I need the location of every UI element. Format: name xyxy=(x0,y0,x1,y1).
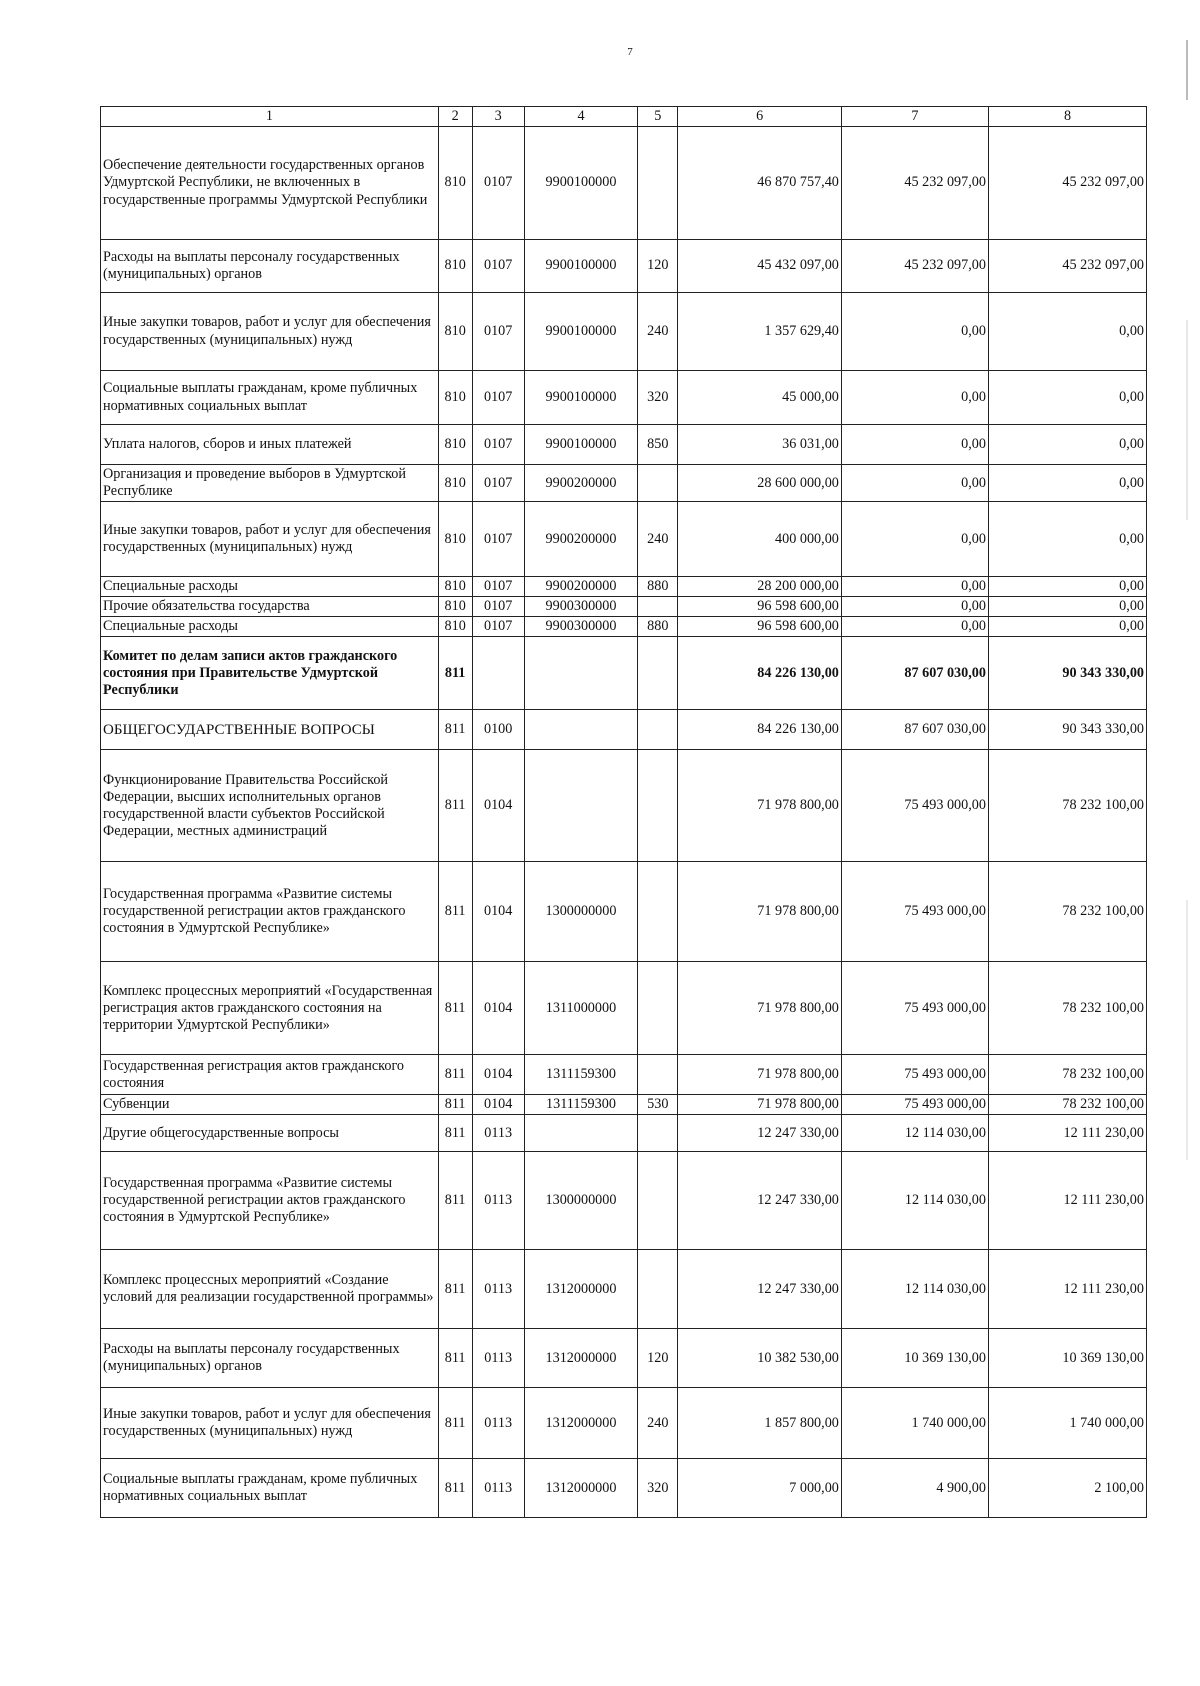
row-expense-type-cell xyxy=(638,637,678,710)
row-amount-col7-cell: 87 607 030,00 xyxy=(841,637,988,710)
row-amount-col6-cell: 46 870 757,40 xyxy=(678,127,841,240)
header-col-1: 1 xyxy=(101,107,439,127)
row-target-item-cell: 9900200000 xyxy=(524,502,637,577)
table-row xyxy=(101,240,1147,293)
table-row xyxy=(101,127,1147,240)
row-amount-col7-cell: 4 900,00 xyxy=(841,1459,988,1518)
table-row xyxy=(101,293,1147,371)
row-amount-col6-cell: 71 978 800,00 xyxy=(678,862,841,962)
row-expense-type-cell xyxy=(638,862,678,962)
table-row xyxy=(101,862,1147,962)
row-target-item-cell: 1311000000 xyxy=(524,962,637,1055)
row-section-code-cell: 0107 xyxy=(472,465,524,502)
row-target-item-cell: 9900200000 xyxy=(524,465,637,502)
table-row xyxy=(101,502,1147,577)
row-ministry-code-cell: 810 xyxy=(438,240,472,293)
row-ministry-code-cell: 810 xyxy=(438,425,472,465)
row-amount-col7-cell: 75 493 000,00 xyxy=(841,1055,988,1095)
row-name-cell: Комплекс процессных мероприятий «Создание условий для реализации государственной программы» xyxy=(101,1250,439,1329)
row-amount-col7-cell: 0,00 xyxy=(841,502,988,577)
row-target-item-cell: 9900100000 xyxy=(524,293,637,371)
row-amount-col6-cell: 10 382 530,00 xyxy=(678,1329,841,1388)
row-amount-col6-cell: 12 247 330,00 xyxy=(678,1152,841,1250)
row-section-code-cell: 0113 xyxy=(472,1152,524,1250)
row-target-item-cell: 1312000000 xyxy=(524,1388,637,1459)
row-target-item-cell: 1311159300 xyxy=(524,1095,637,1115)
row-amount-col8-cell: 0,00 xyxy=(988,293,1146,371)
table-row xyxy=(101,1152,1147,1250)
row-ministry-code-cell: 811 xyxy=(438,637,472,710)
row-expense-type-cell xyxy=(638,1152,678,1250)
row-section-code-cell: 0104 xyxy=(472,1095,524,1115)
table-row xyxy=(101,465,1147,502)
row-expense-type-cell xyxy=(638,1115,678,1152)
row-amount-col7-cell: 75 493 000,00 xyxy=(841,862,988,962)
row-section-code-cell: 0104 xyxy=(472,1055,524,1095)
table-row xyxy=(101,1095,1147,1115)
row-name-cell: Комплекс процессных мероприятий «Государственная регистрация актов гражданского состояния на территории Удмуртской Республики» xyxy=(101,962,439,1055)
row-amount-col8-cell: 90 343 330,00 xyxy=(988,637,1146,710)
row-expense-type-cell: 240 xyxy=(638,502,678,577)
row-target-item-cell: 9900100000 xyxy=(524,371,637,425)
row-amount-col8-cell: 78 232 100,00 xyxy=(988,862,1146,962)
row-section-code-cell: 0113 xyxy=(472,1329,524,1388)
row-section-code-cell: 0104 xyxy=(472,962,524,1055)
table-row xyxy=(101,1459,1147,1518)
row-amount-col8-cell: 2 100,00 xyxy=(988,1459,1146,1518)
row-section-code-cell: 0107 xyxy=(472,240,524,293)
row-amount-col8-cell: 0,00 xyxy=(988,425,1146,465)
row-section-code-cell: 0107 xyxy=(472,293,524,371)
row-amount-col6-cell: 45 432 097,00 xyxy=(678,240,841,293)
row-name-cell: Субвенции xyxy=(101,1095,439,1115)
row-amount-col7-cell: 75 493 000,00 xyxy=(841,750,988,862)
row-name-cell: Комитет по делам записи актов гражданского состояния при Правительстве Удмуртской Республики xyxy=(101,637,439,710)
table-row xyxy=(101,637,1147,710)
row-target-item-cell: 1300000000 xyxy=(524,862,637,962)
row-name-cell: Расходы на выплаты персоналу государственных (муниципальных) органов xyxy=(101,1329,439,1388)
row-amount-col8-cell: 45 232 097,00 xyxy=(988,240,1146,293)
row-amount-col8-cell: 12 111 230,00 xyxy=(988,1152,1146,1250)
row-ministry-code-cell: 811 xyxy=(438,750,472,862)
scan-edge-mark xyxy=(1186,900,1188,1160)
row-amount-col8-cell: 1 740 000,00 xyxy=(988,1388,1146,1459)
row-amount-col7-cell: 0,00 xyxy=(841,293,988,371)
row-amount-col8-cell: 0,00 xyxy=(988,371,1146,425)
row-section-code-cell: 0107 xyxy=(472,617,524,637)
row-name-cell: Социальные выплаты гражданам, кроме публичных нормативных социальных выплат xyxy=(101,371,439,425)
row-expense-type-cell: 240 xyxy=(638,1388,678,1459)
row-expense-type-cell: 120 xyxy=(638,240,678,293)
row-section-code-cell: 0107 xyxy=(472,597,524,617)
row-name-cell: Иные закупки товаров, работ и услуг для обеспечения государственных (муниципальных) нужд xyxy=(101,293,439,371)
row-expense-type-cell: 850 xyxy=(638,425,678,465)
row-amount-col7-cell: 0,00 xyxy=(841,597,988,617)
row-amount-col7-cell: 0,00 xyxy=(841,371,988,425)
row-target-item-cell: 9900100000 xyxy=(524,240,637,293)
row-target-item-cell xyxy=(524,710,637,750)
row-ministry-code-cell: 811 xyxy=(438,1250,472,1329)
row-amount-col7-cell: 0,00 xyxy=(841,617,988,637)
row-section-code-cell: 0113 xyxy=(472,1459,524,1518)
row-ministry-code-cell: 811 xyxy=(438,710,472,750)
row-amount-col6-cell: 28 600 000,00 xyxy=(678,465,841,502)
row-target-item-cell: 1311159300 xyxy=(524,1055,637,1095)
row-amount-col6-cell: 84 226 130,00 xyxy=(678,710,841,750)
row-expense-type-cell xyxy=(638,750,678,862)
row-target-item-cell: 9900300000 xyxy=(524,617,637,637)
table-header-row xyxy=(101,107,1147,127)
row-ministry-code-cell: 810 xyxy=(438,597,472,617)
row-amount-col8-cell: 90 343 330,00 xyxy=(988,710,1146,750)
table-row xyxy=(101,617,1147,637)
row-section-code-cell: 0113 xyxy=(472,1388,524,1459)
row-name-cell: Государственная регистрация актов гражданского состояния xyxy=(101,1055,439,1095)
row-target-item-cell xyxy=(524,1115,637,1152)
row-expense-type-cell xyxy=(638,465,678,502)
row-name-cell: Социальные выплаты гражданам, кроме публичных нормативных социальных выплат xyxy=(101,1459,439,1518)
table-body xyxy=(101,127,1147,1518)
row-ministry-code-cell: 811 xyxy=(438,1329,472,1388)
row-target-item-cell: 1300000000 xyxy=(524,1152,637,1250)
row-amount-col7-cell: 0,00 xyxy=(841,465,988,502)
row-target-item-cell: 1312000000 xyxy=(524,1459,637,1518)
row-ministry-code-cell: 811 xyxy=(438,1115,472,1152)
row-amount-col8-cell: 78 232 100,00 xyxy=(988,962,1146,1055)
header-col-3: 3 xyxy=(472,107,524,127)
row-amount-col7-cell: 75 493 000,00 xyxy=(841,1095,988,1115)
row-expense-type-cell: 530 xyxy=(638,1095,678,1115)
row-ministry-code-cell: 811 xyxy=(438,1459,472,1518)
row-amount-col6-cell: 12 247 330,00 xyxy=(678,1115,841,1152)
row-expense-type-cell: 880 xyxy=(638,577,678,597)
table-row xyxy=(101,1115,1147,1152)
row-ministry-code-cell: 811 xyxy=(438,1388,472,1459)
page-number: 7 xyxy=(627,46,633,58)
budget-table xyxy=(100,106,1147,1518)
row-name-cell: Государственная программа «Развитие системы государственной регистрации актов гражданского состояния в Удмуртской Республике» xyxy=(101,1152,439,1250)
row-section-code-cell: 0100 xyxy=(472,710,524,750)
table-row xyxy=(101,1329,1147,1388)
row-name-cell: Прочие обязательства государства xyxy=(101,597,439,617)
row-amount-col8-cell: 10 369 130,00 xyxy=(988,1329,1146,1388)
row-section-code-cell: 0107 xyxy=(472,425,524,465)
row-section-code-cell: 0113 xyxy=(472,1115,524,1152)
row-amount-col6-cell: 1 357 629,40 xyxy=(678,293,841,371)
row-ministry-code-cell: 810 xyxy=(438,465,472,502)
row-ministry-code-cell: 810 xyxy=(438,127,472,240)
row-target-item-cell: 1312000000 xyxy=(524,1329,637,1388)
row-name-cell: Обеспечение деятельности государственных органов Удмуртской Республики, не включенных в государственные программы Удмуртской Республики xyxy=(101,127,439,240)
row-amount-col6-cell: 96 598 600,00 xyxy=(678,597,841,617)
row-amount-col8-cell: 12 111 230,00 xyxy=(988,1250,1146,1329)
row-name-cell: Иные закупки товаров, работ и услуг для обеспечения государственных (муниципальных) нужд xyxy=(101,1388,439,1459)
row-target-item-cell xyxy=(524,637,637,710)
row-section-code-cell: 0104 xyxy=(472,750,524,862)
row-expense-type-cell xyxy=(638,710,678,750)
row-expense-type-cell: 880 xyxy=(638,617,678,637)
row-expense-type-cell xyxy=(638,1055,678,1095)
row-section-code-cell xyxy=(472,637,524,710)
row-amount-col6-cell: 7 000,00 xyxy=(678,1459,841,1518)
row-expense-type-cell: 320 xyxy=(638,1459,678,1518)
row-amount-col6-cell: 71 978 800,00 xyxy=(678,962,841,1055)
row-amount-col7-cell: 12 114 030,00 xyxy=(841,1152,988,1250)
row-ministry-code-cell: 810 xyxy=(438,293,472,371)
row-name-cell: Расходы на выплаты персоналу государственных (муниципальных) органов xyxy=(101,240,439,293)
row-amount-col8-cell: 0,00 xyxy=(988,617,1146,637)
row-amount-col8-cell: 45 232 097,00 xyxy=(988,127,1146,240)
table-row xyxy=(101,577,1147,597)
row-amount-col6-cell: 45 000,00 xyxy=(678,371,841,425)
row-section-code-cell: 0107 xyxy=(472,577,524,597)
row-amount-col7-cell: 87 607 030,00 xyxy=(841,710,988,750)
row-ministry-code-cell: 811 xyxy=(438,1055,472,1095)
row-target-item-cell: 9900300000 xyxy=(524,597,637,617)
table-row xyxy=(101,425,1147,465)
row-name-cell: Уплата налогов, сборов и иных платежей xyxy=(101,425,439,465)
table-row xyxy=(101,597,1147,617)
row-target-item-cell: 1312000000 xyxy=(524,1250,637,1329)
row-amount-col7-cell: 0,00 xyxy=(841,577,988,597)
row-expense-type-cell: 320 xyxy=(638,371,678,425)
row-amount-col6-cell: 400 000,00 xyxy=(678,502,841,577)
row-amount-col6-cell: 84 226 130,00 xyxy=(678,637,841,710)
row-amount-col7-cell: 1 740 000,00 xyxy=(841,1388,988,1459)
table-row xyxy=(101,371,1147,425)
row-expense-type-cell: 240 xyxy=(638,293,678,371)
row-target-item-cell xyxy=(524,750,637,862)
row-expense-type-cell: 120 xyxy=(638,1329,678,1388)
row-amount-col6-cell: 71 978 800,00 xyxy=(678,1095,841,1115)
row-name-cell: Иные закупки товаров, работ и услуг для обеспечения государственных (муниципальных) нужд xyxy=(101,502,439,577)
row-expense-type-cell xyxy=(638,597,678,617)
row-amount-col7-cell: 12 114 030,00 xyxy=(841,1250,988,1329)
row-amount-col6-cell: 96 598 600,00 xyxy=(678,617,841,637)
header-col-6: 6 xyxy=(678,107,841,127)
row-amount-col8-cell: 12 111 230,00 xyxy=(988,1115,1146,1152)
table-row xyxy=(101,1055,1147,1095)
row-amount-col8-cell: 78 232 100,00 xyxy=(988,1055,1146,1095)
row-section-code-cell: 0107 xyxy=(472,127,524,240)
row-ministry-code-cell: 810 xyxy=(438,617,472,637)
table-row xyxy=(101,1388,1147,1459)
row-expense-type-cell xyxy=(638,127,678,240)
row-amount-col6-cell: 28 200 000,00 xyxy=(678,577,841,597)
row-expense-type-cell xyxy=(638,1250,678,1329)
scan-edge-mark xyxy=(1186,320,1188,520)
table-row xyxy=(101,710,1147,750)
row-target-item-cell: 9900100000 xyxy=(524,127,637,240)
row-section-code-cell: 0107 xyxy=(472,502,524,577)
row-amount-col6-cell: 1 857 800,00 xyxy=(678,1388,841,1459)
header-col-8: 8 xyxy=(988,107,1146,127)
row-name-cell: ОБЩЕГОСУДАРСТВЕННЫЕ ВОПРОСЫ xyxy=(101,710,439,750)
row-amount-col7-cell: 45 232 097,00 xyxy=(841,127,988,240)
row-expense-type-cell xyxy=(638,962,678,1055)
row-amount-col8-cell: 0,00 xyxy=(988,577,1146,597)
row-name-cell: Специальные расходы xyxy=(101,577,439,597)
row-ministry-code-cell: 811 xyxy=(438,1095,472,1115)
row-amount-col6-cell: 71 978 800,00 xyxy=(678,1055,841,1095)
row-amount-col8-cell: 0,00 xyxy=(988,597,1146,617)
row-section-code-cell: 0104 xyxy=(472,862,524,962)
header-col-5: 5 xyxy=(638,107,678,127)
scan-edge-mark xyxy=(1186,40,1188,100)
row-ministry-code-cell: 811 xyxy=(438,862,472,962)
row-name-cell: Другие общегосударственные вопросы xyxy=(101,1115,439,1152)
header-col-2: 2 xyxy=(438,107,472,127)
row-amount-col8-cell: 0,00 xyxy=(988,502,1146,577)
row-ministry-code-cell: 811 xyxy=(438,962,472,1055)
row-amount-col6-cell: 12 247 330,00 xyxy=(678,1250,841,1329)
table-row xyxy=(101,962,1147,1055)
header-col-4: 4 xyxy=(524,107,637,127)
row-ministry-code-cell: 810 xyxy=(438,502,472,577)
row-name-cell: Государственная программа «Развитие системы государственной регистрации актов гражданского состояния в Удмуртской Республике» xyxy=(101,862,439,962)
row-amount-col6-cell: 71 978 800,00 xyxy=(678,750,841,862)
row-amount-col8-cell: 78 232 100,00 xyxy=(988,750,1146,862)
row-section-code-cell: 0113 xyxy=(472,1250,524,1329)
table-row xyxy=(101,1250,1147,1329)
row-amount-col7-cell: 12 114 030,00 xyxy=(841,1115,988,1152)
row-amount-col6-cell: 36 031,00 xyxy=(678,425,841,465)
row-target-item-cell: 9900200000 xyxy=(524,577,637,597)
row-name-cell: Организация и проведение выборов в Удмуртской Республике xyxy=(101,465,439,502)
row-ministry-code-cell: 810 xyxy=(438,577,472,597)
row-amount-col7-cell: 75 493 000,00 xyxy=(841,962,988,1055)
row-amount-col7-cell: 0,00 xyxy=(841,425,988,465)
row-ministry-code-cell: 811 xyxy=(438,1152,472,1250)
row-amount-col7-cell: 45 232 097,00 xyxy=(841,240,988,293)
row-ministry-code-cell: 810 xyxy=(438,371,472,425)
row-name-cell: Функционирование Правительства Российской Федерации, высших исполнительных органов государственной власти субъектов Российской Федерации, местных администраций xyxy=(101,750,439,862)
row-target-item-cell: 9900100000 xyxy=(524,425,637,465)
header-col-7: 7 xyxy=(841,107,988,127)
row-name-cell: Специальные расходы xyxy=(101,617,439,637)
row-amount-col8-cell: 78 232 100,00 xyxy=(988,1095,1146,1115)
row-amount-col8-cell: 0,00 xyxy=(988,465,1146,502)
row-section-code-cell: 0107 xyxy=(472,371,524,425)
row-amount-col7-cell: 10 369 130,00 xyxy=(841,1329,988,1388)
table-row xyxy=(101,750,1147,862)
